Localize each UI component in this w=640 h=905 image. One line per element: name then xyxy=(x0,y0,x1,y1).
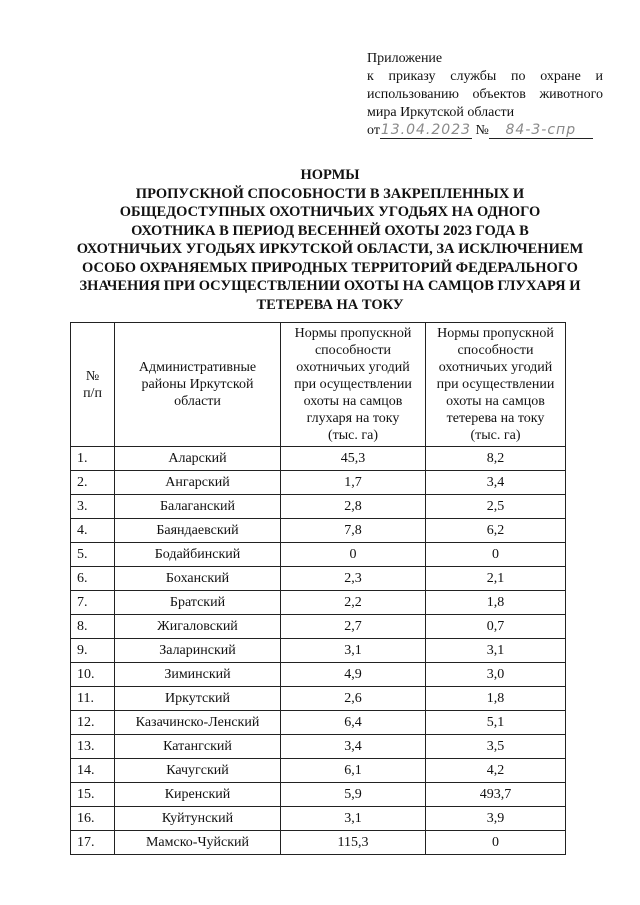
title-line-2: ОБЩЕДОСТУПНЫХ ОХОТНИЧЬИХ УГОДЬЯХ НА ОДНОГО xyxy=(119,204,541,220)
table-row: 14. Качугский 6,1 4,2 xyxy=(71,759,566,783)
header-capercaillie: Нормы пропускной способности охотничьих угодий при осуществлении охоты на самцов глухаря на току (тыс. га) xyxy=(281,323,426,447)
number-prefix: № xyxy=(475,123,489,138)
appendix-order-text-3: мира Иркутской области xyxy=(367,105,515,120)
order-number-handwritten: 84-3-спр xyxy=(505,122,577,138)
appendix-order-text-1: к приказу службы по охране и xyxy=(367,69,603,84)
order-date-field xyxy=(380,123,472,139)
table-row: 7. Братский 2,2 1,8 xyxy=(71,591,566,615)
appendix-block xyxy=(367,50,603,140)
table-body xyxy=(71,447,566,855)
title-line-7: ТЕТЕРЕВА НА ТОКУ xyxy=(256,296,404,313)
table-row: 11. Иркутский 2,6 1,8 xyxy=(71,687,566,711)
title-heading: НОРМЫ xyxy=(300,167,360,183)
table-row: 9. Заларинский 3,1 3,1 xyxy=(71,639,566,663)
appendix-order-text-2: использованию объектов животного xyxy=(367,87,603,102)
title-line-6: ЗНАЧЕНИЯ ПРИ ОСУЩЕСТВЛЕНИИ ОХОТЫ НА САМЦОВ ГЛУХАРЯ И xyxy=(79,278,581,294)
table-row: 16. Куйтунский 3,1 3,9 xyxy=(71,807,566,831)
table-row: 10. Зиминский 4,9 3,0 xyxy=(71,663,566,687)
table-row: 8. Жигаловский 2,7 0,7 xyxy=(71,615,566,639)
order-number-field xyxy=(489,123,593,139)
order-date-number-line xyxy=(367,122,603,140)
table-header-row xyxy=(71,323,566,447)
title-line-5: ОСОБО ОХРАНЯЕМЫХ ПРИРОДНЫХ ТЕРРИТОРИЙ ФЕДЕРАЛЬНОГО xyxy=(82,259,578,276)
table-row: 5. Бодайбинский 0 0 xyxy=(71,543,566,567)
title-line-3: ОХОТНИКА В ПЕРИОД ВЕСЕННЕЙ ОХОТЫ 2023 ГОДА В xyxy=(131,222,529,239)
table-row: 12. Казачинско-Ленский 6,4 5,1 xyxy=(71,711,566,735)
header-grouse: Нормы пропускной способности охотничьих угодий при осуществлении охоты на самцов тетерева на току (тыс. га) xyxy=(426,323,566,447)
table-row: 13. Катангский 3,4 3,5 xyxy=(71,735,566,759)
title-line-1: ПРОПУСКНОЙ СПОСОБНОСТИ В ЗАКРЕПЛЕННЫХ И xyxy=(135,185,525,202)
appendix-title: Приложение xyxy=(367,51,443,66)
table-row: 2. Ангарский 1,7 3,4 xyxy=(71,471,566,495)
order-date-handwritten: 13.04.2023 xyxy=(380,122,472,138)
date-prefix: от xyxy=(367,123,380,138)
norms-table xyxy=(70,322,566,855)
table-row: 4. Баяндаевский 7,8 6,2 xyxy=(71,519,566,543)
table-row: 17. Мамско-Чуйский 115,3 0 xyxy=(71,831,566,855)
table-row: 15. Киренский 5,9 493,7 xyxy=(71,783,566,807)
table-row: 3. Балаганский 2,8 2,5 xyxy=(71,495,566,519)
table-row: 1. Аларский 45,3 8,2 xyxy=(71,447,566,471)
document-title xyxy=(60,166,600,314)
header-district: Административные районы Иркутской области xyxy=(115,323,281,447)
title-line-4: ОХОТНИЧЬИХ УГОДЬЯХ ИРКУТСКОЙ ОБЛАСТИ, ЗА ИСКЛЮЧЕНИЕМ xyxy=(76,241,584,257)
table-row: 6. Боханский 2,3 2,1 xyxy=(71,567,566,591)
header-num: № п/п xyxy=(71,323,115,447)
